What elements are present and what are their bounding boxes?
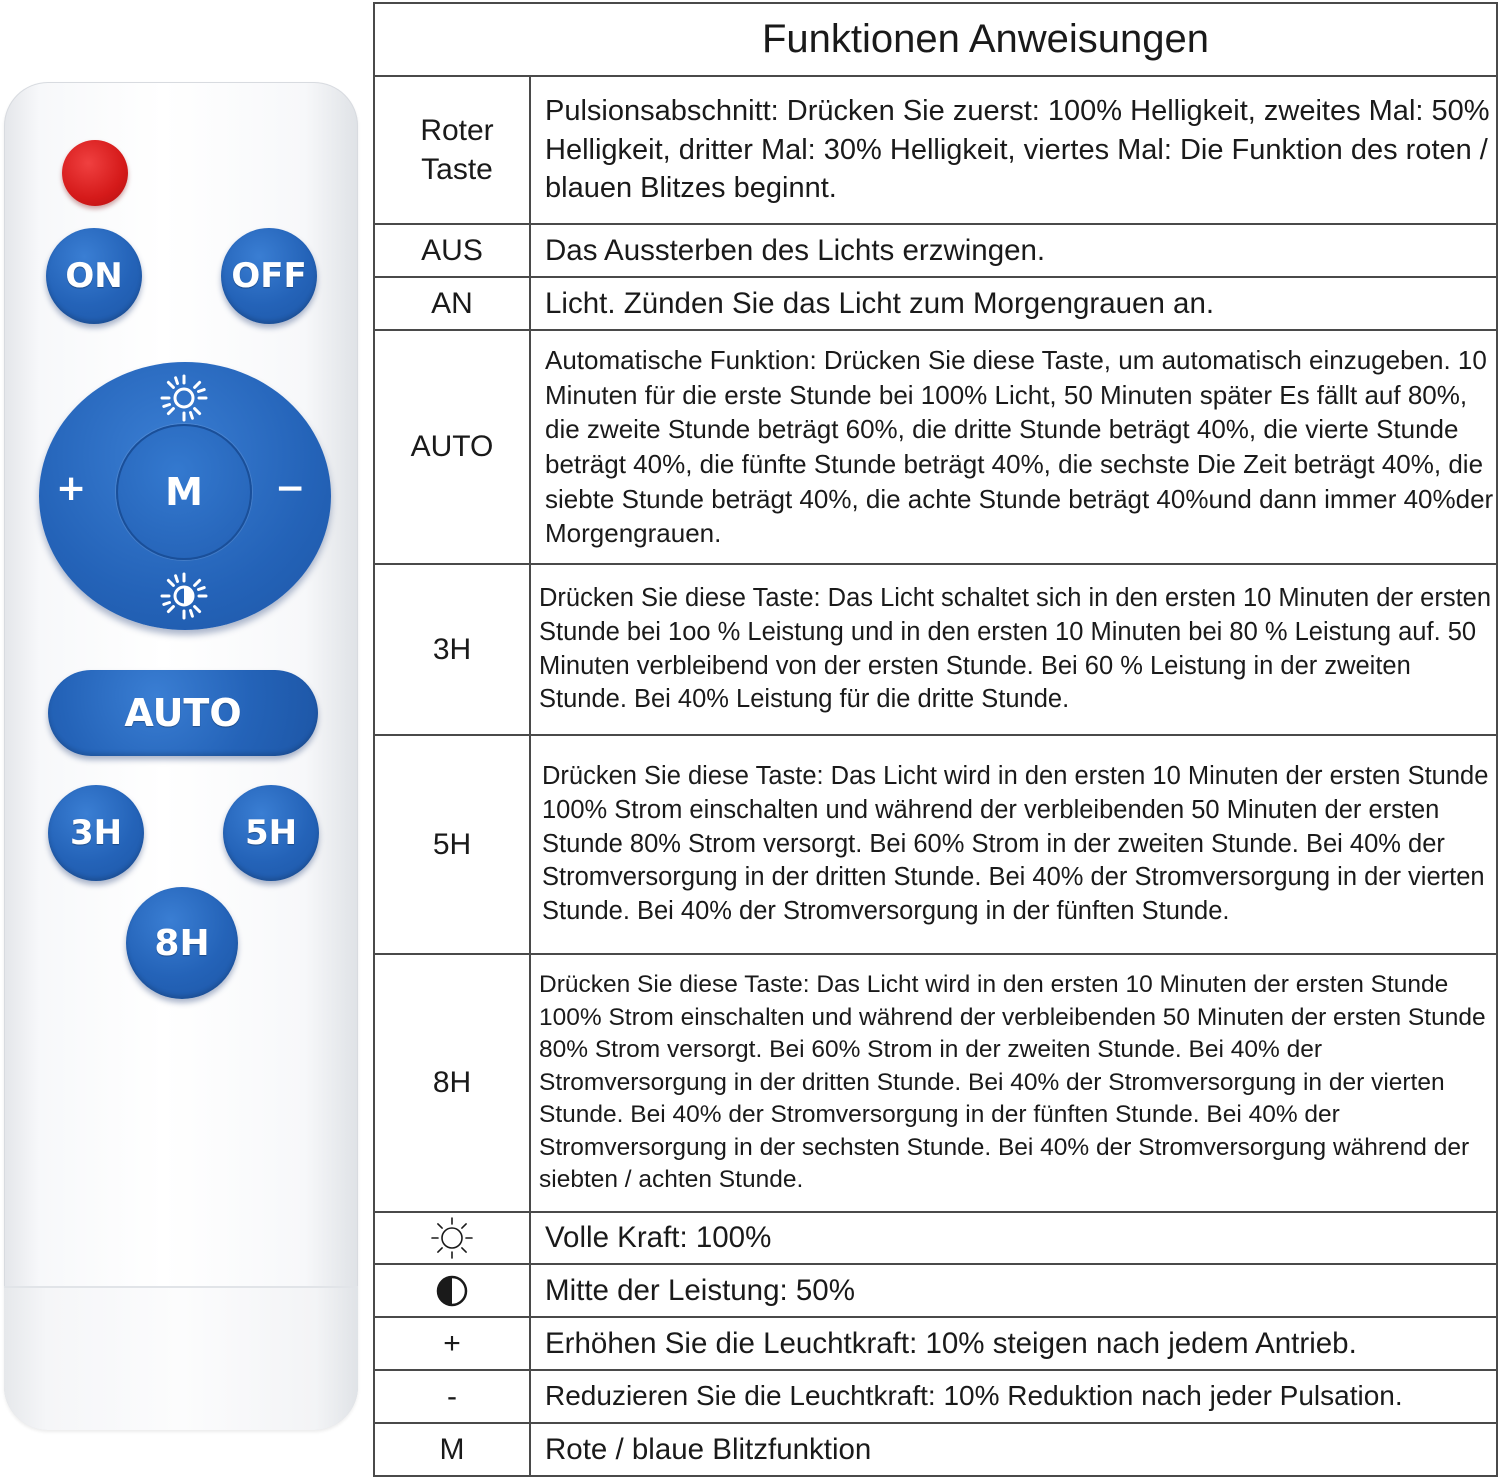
row-key (374, 1212, 530, 1264)
row-key: 3H (374, 564, 530, 735)
row-key: AUS (374, 224, 530, 277)
half-sun-icon[interactable] (158, 570, 210, 622)
table-row (374, 954, 1497, 1212)
table-row (374, 224, 1497, 277)
row-description: Drücken Sie diese Taste: Das Licht wird in den ersten 10 Minuten der ersten Stunde 100% Strom einschalten und während der verbleibenden 50 Minuten der ersten Stunde 80% Strom versorgt. Bei 60% Strom in der zweiten Stunde. Bei 40% der Stromversorgung in der dritten Stunde. Bei 40% der Stromversorgung in der vierten Stunde. Bei 40% der Stromversorgung in der fünften Stunde. Bei 40% der Stromversorgung in der sechsten Stunde. Bei 40% der Stromversorgung während der siebten / achten Stunde. (530, 954, 1497, 1212)
table-row (374, 564, 1497, 735)
5h-button[interactable]: 5H (223, 785, 319, 881)
auto-button[interactable]: AUTO (48, 670, 318, 756)
table-row (374, 330, 1497, 564)
plus-button[interactable]: + (56, 468, 87, 509)
row-description: Drücken Sie diese Taste: Das Licht schaltet sich in den ersten 10 Minuten der ersten Stunde bei 1oo % Leistung und in den ersten 10 Minuten bei 80 % Leistung auf. 50 Minuten verbleibend von der ersten Stunde. Bei 60 % Leistung in der zweiten Stunde. Bei 40% Leistung für die dritte Stunde. (530, 564, 1497, 735)
row-key: AUTO (374, 330, 530, 564)
row-description: Das Aussterben des Lichts erzwingen. (530, 224, 1497, 277)
table-row (374, 76, 1497, 224)
row-key: M (374, 1423, 530, 1476)
row-key (374, 1264, 530, 1317)
table-header-row (374, 3, 1497, 76)
table-row (374, 1212, 1497, 1264)
row-description: Automatische Funktion: Drücken Sie diese Taste, um automatisch einzugeben. 10 Minuten für die erste Stunde bei 100% Licht, 50 Minuten später Es fällt auf 80%, die zweite Stunde beträgt 60%, die dritte Stunde beträgt 40%, die vierte Stunde beträgt 40%, die fünfte Stunde beträgt 40%, die sechste Die Zeit beträgt 40%, die siebte Stunde beträgt 40%, die achte Stunde beträgt 40%und dann immer 40%der Morgengrauen. (530, 330, 1497, 564)
table-row (374, 1370, 1497, 1423)
row-description: Volle Kraft: 100% (530, 1212, 1497, 1264)
dpad[interactable] (39, 362, 331, 630)
on-button[interactable]: ON (46, 228, 142, 324)
row-key: - (374, 1370, 530, 1423)
table-row (374, 735, 1497, 954)
row-key: + (374, 1317, 530, 1370)
row-description: Reduzieren Sie die Leuchtkraft: 10% Reduktion nach jeder Pulsation. (530, 1370, 1497, 1423)
row-description: Mitte der Leistung: 50% (530, 1264, 1497, 1317)
remote-battery-cover (4, 1286, 358, 1430)
sun-icon (430, 1216, 474, 1260)
row-key: 5H (374, 735, 530, 954)
function-table (373, 2, 1498, 1477)
m-button[interactable]: M (116, 424, 252, 560)
row-description: Licht. Zünden Sie das Licht zum Morgengrauen an. (530, 277, 1497, 330)
minus-button[interactable]: − (275, 468, 306, 509)
table-row (374, 1264, 1497, 1317)
red-button[interactable] (62, 140, 128, 206)
row-description: Drücken Sie diese Taste: Das Licht wird in den ersten 10 Minuten der ersten Stunde 100% Strom einschalten und während der verbleibenden 50 Minuten der ersten Stunde 80% Strom versorgt. Bei 60% Strom in der zweiten Stunde. Bei 40% der Stromversorgung in der dritten Stunde. Bei 40% der Stromversorgung in der vierten Stunde. Bei 40% der Stromversorgung in der fünften Stunde. (530, 735, 1497, 954)
table-row (374, 1423, 1497, 1476)
half-circle-icon (435, 1274, 469, 1308)
8h-button[interactable]: 8H (126, 887, 238, 999)
table-title: Funktionen Anweisungen (374, 3, 1497, 76)
row-key: Roter Taste (374, 76, 530, 224)
row-description: Rote / blaue Blitzfunktion (530, 1423, 1497, 1476)
off-button[interactable]: OFF (221, 228, 317, 324)
row-key: AN (374, 277, 530, 330)
table-row (374, 277, 1497, 330)
row-description: Pulsionsabschnitt: Drücken Sie zuerst: 100% Helligkeit, zweites Mal: 50% Helligkeit, dritter Mal: 30% Helligkeit, viertes Mal: Die Funktion des roten / blauen Blitzes beginnt. (530, 76, 1497, 224)
sun-icon[interactable] (158, 372, 210, 424)
3h-button[interactable]: 3H (48, 785, 144, 881)
row-key: 8H (374, 954, 530, 1212)
row-description: Erhöhen Sie die Leuchtkraft: 10% steigen nach jedem Antrieb. (530, 1317, 1497, 1370)
table-row (374, 1317, 1497, 1370)
remote-control (4, 82, 358, 1430)
